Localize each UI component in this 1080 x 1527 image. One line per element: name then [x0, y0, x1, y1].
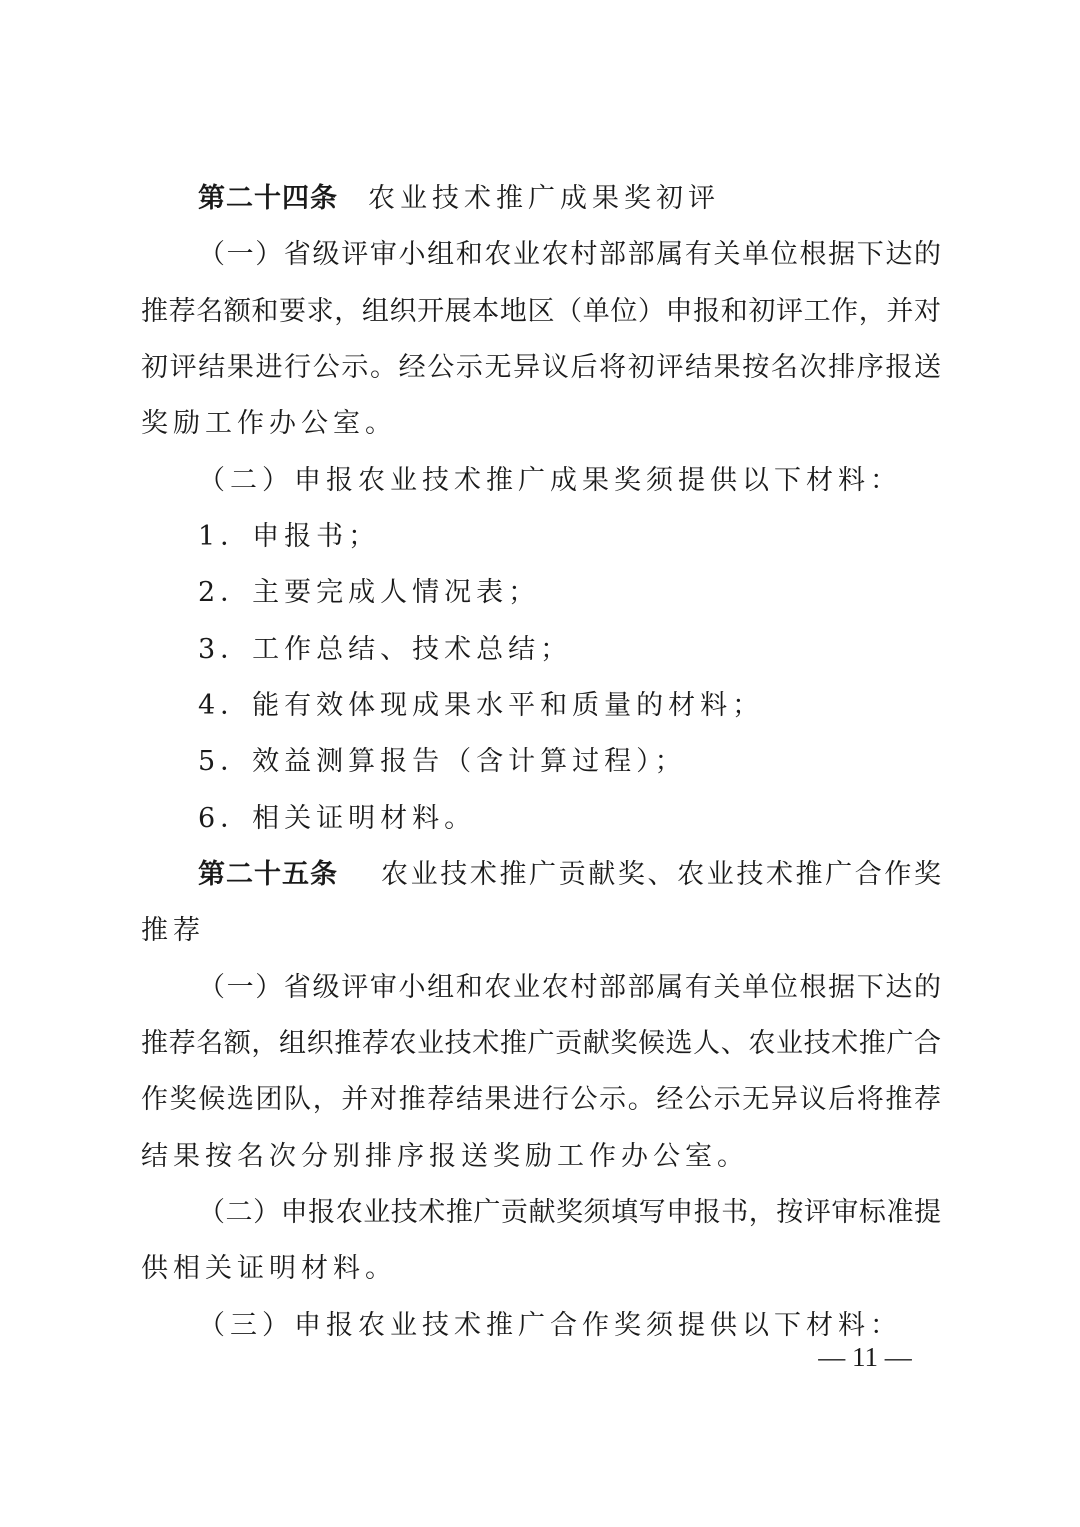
paragraph-line: （一）省级评审小组和农业农村部部属有关单位根据下达的 — [198, 972, 941, 1003]
paragraph-line: （一）省级评审小组和农业农村部部属有关单位根据下达的 — [198, 239, 941, 270]
paragraph-line: 推荐名额和要求，组织开展本地区（单位）申报和初评工作，并对 — [141, 296, 941, 327]
article-25-title-continued: 推荐 — [141, 915, 205, 946]
paragraph-line: 作奖候选团队，并对推荐结果进行公示。经公示无异议后将推荐 — [141, 1084, 941, 1115]
list-item: 4．能有效体现成果水平和质量的材料； — [198, 690, 765, 721]
paragraph-line: 推荐名额，组织推荐农业技术推广贡献奖候选人、农业技术推广合 — [141, 1028, 941, 1059]
page-number: — 11 — — [818, 1342, 912, 1372]
list-item: 5．效益测算报告（含计算过程）； — [198, 746, 687, 777]
list-item: 1．申报书； — [198, 521, 381, 552]
paragraph-line: （二）申报农业技术推广成果奖须提供以下材料： — [198, 465, 902, 496]
article-24-heading-line — [198, 177, 941, 221]
paragraph-line: 初评结果进行公示。经公示无异议后将初评结果按名次排序报送 — [141, 352, 941, 383]
article-25-number: 第二十五条 — [198, 859, 338, 890]
paragraph-line: 结果按名次分别排序报送奖励工作办公室。 — [141, 1141, 749, 1172]
list-item: 3．工作总结、技术总结； — [198, 634, 573, 665]
article-25-heading-line — [198, 853, 941, 897]
article-24-title: 农业技术推广成果奖初评 — [368, 183, 720, 214]
list-item: 6．相关证明材料。 — [198, 803, 477, 834]
article-24-number: 第二十四条 — [198, 183, 338, 214]
list-item: 2．主要完成人情况表； — [198, 577, 541, 608]
paragraph-line: （二）申报农业技术推广贡献奖须填写申报书，按评审标准提 — [198, 1197, 941, 1228]
paragraph-line: 供相关证明材料。 — [141, 1253, 397, 1284]
article-25-title: 农业技术推广贡献奖、农业技术推广合作奖 — [381, 859, 941, 890]
paragraph-line: 奖励工作办公室。 — [141, 408, 397, 439]
paragraph-line: （三）申报农业技术推广合作奖须提供以下材料： — [198, 1310, 902, 1341]
